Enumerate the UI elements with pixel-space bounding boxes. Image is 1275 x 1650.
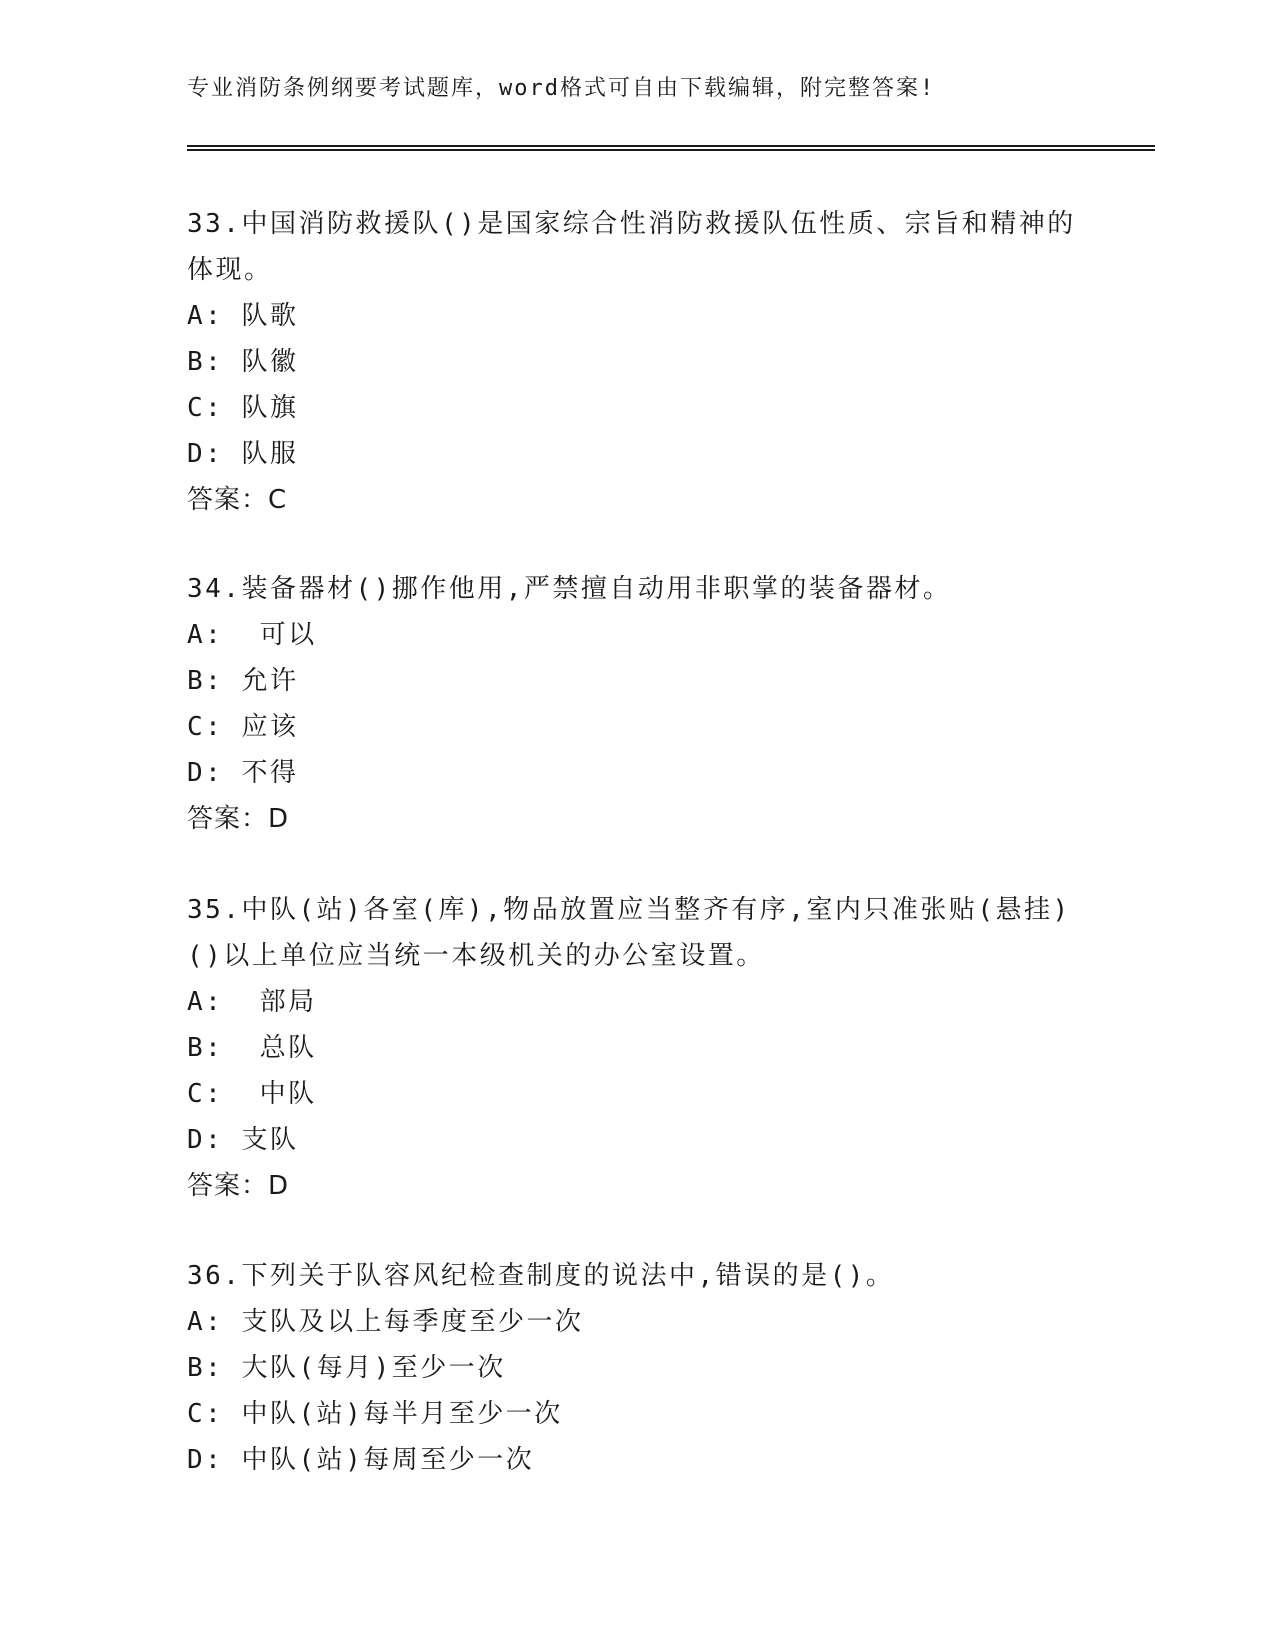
option-a: A: 可以 <box>187 620 317 650</box>
document-header: 专业消防条例纲要考试题库，word格式可自由下载编辑，附完整答案! <box>187 76 936 101</box>
question-text: 35.中队(站)各室(库),物品放置应当整齐有序,室内只准张贴(悬挂)()以上单位应当统一本级机关的办公室设置。 <box>187 895 1071 971</box>
question-35 <box>187 887 1087 1209</box>
option-c: C: 应该 <box>187 712 299 742</box>
option-b: B: 总队 <box>187 1033 317 1063</box>
option-c: C: 中队(站)每半月至少一次 <box>187 1399 563 1429</box>
option-a: A: 部局 <box>187 987 317 1017</box>
option-b: B: 允许 <box>187 666 299 696</box>
option-d: D: 支队 <box>187 1125 299 1155</box>
answer-text: 答案：D <box>187 804 290 834</box>
question-33 <box>187 201 1087 523</box>
answer-text: 答案：C <box>187 485 288 515</box>
option-c: C: 中队 <box>187 1079 317 1109</box>
header-divider <box>187 145 1155 151</box>
option-b: B: 队徽 <box>187 347 299 377</box>
option-a: A: 队歌 <box>187 301 299 331</box>
option-d: D: 中队(站)每周至少一次 <box>187 1445 535 1475</box>
question-34 <box>187 566 1087 842</box>
question-36 <box>187 1253 1087 1483</box>
question-text: 33.中国消防救援队()是国家综合性消防救援队伍性质、宗旨和精神的体现。 <box>187 209 1076 285</box>
answer-text: 答案：D <box>187 1171 290 1201</box>
question-text: 34.装备器材()挪作他用,严禁擅自动用非职掌的装备器材。 <box>187 574 952 604</box>
option-c: C: 队旗 <box>187 393 299 423</box>
option-b: B: 大队(每月)至少一次 <box>187 1353 506 1383</box>
option-d: D: 不得 <box>187 758 299 788</box>
option-a: A: 支队及以上每季度至少一次 <box>187 1307 584 1337</box>
question-text: 36.下列关于队容风纪检查制度的说法中,错误的是()。 <box>187 1261 895 1291</box>
option-d: D: 队服 <box>187 439 299 469</box>
